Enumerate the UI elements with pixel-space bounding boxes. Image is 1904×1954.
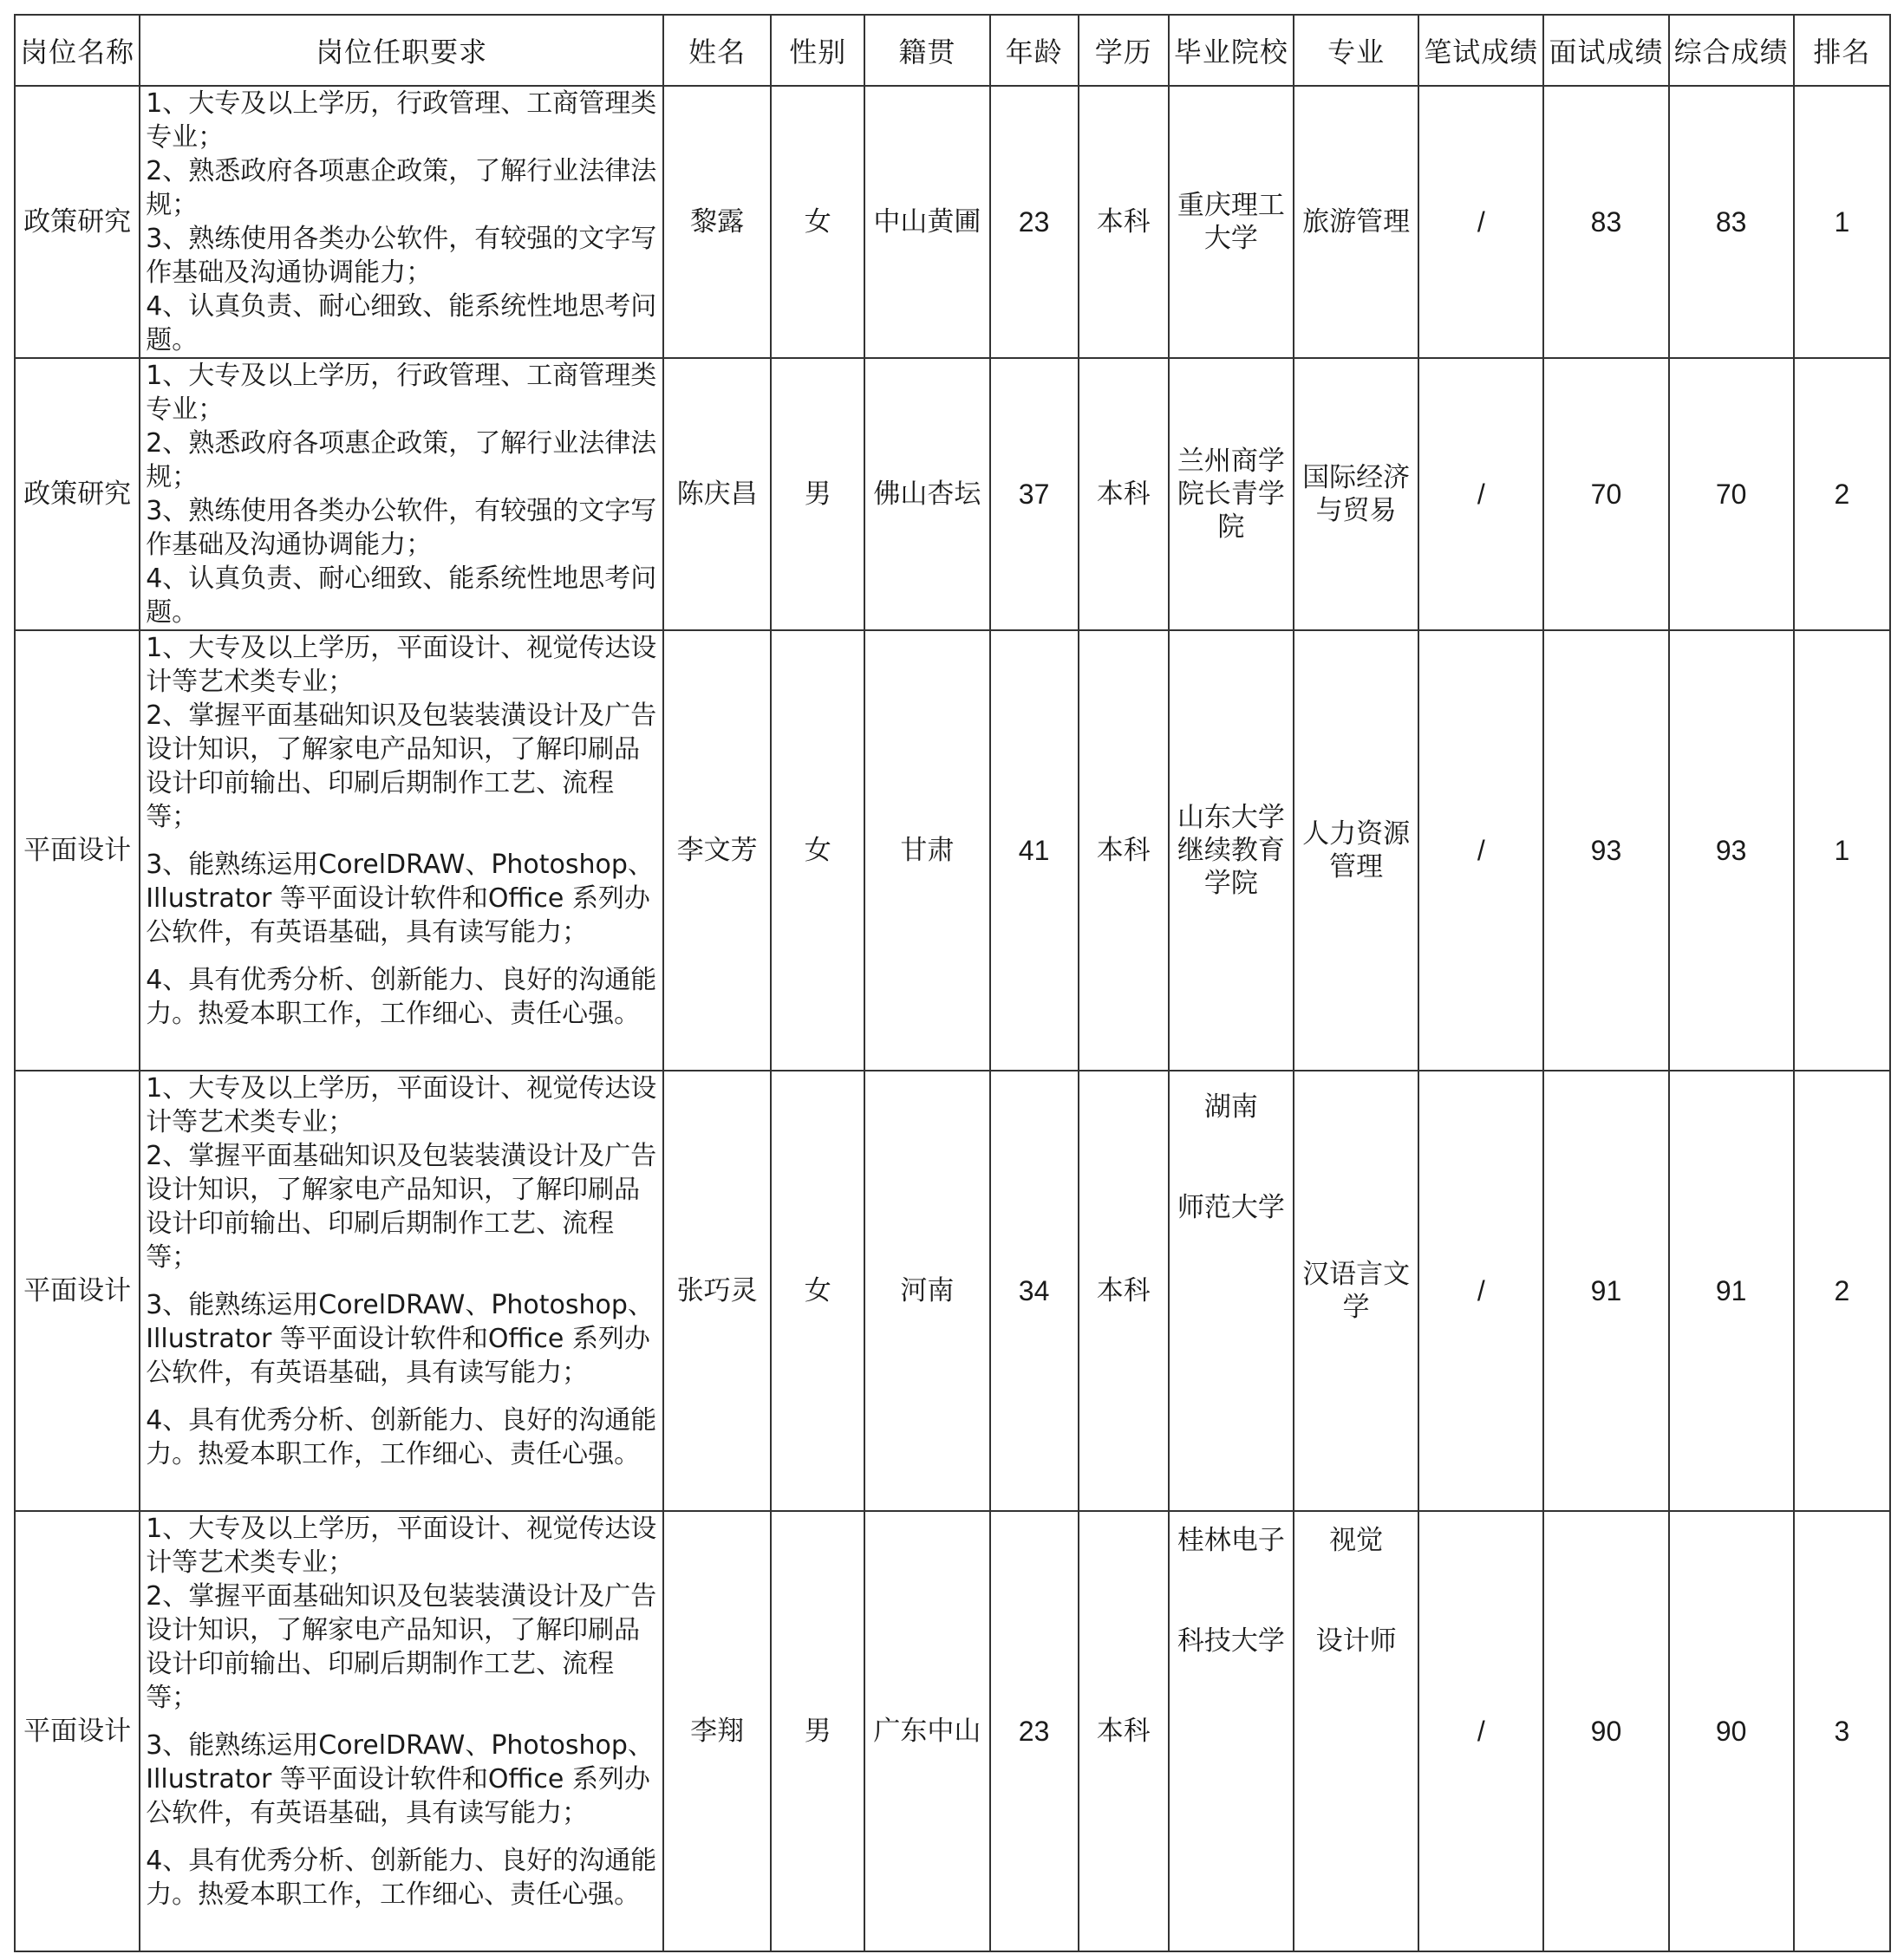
interview-score-cell: 83 [1543,86,1668,358]
header-age: 年龄 [990,15,1079,86]
requirement-item: 1、大专及以上学历，行政管理、工商管理类专业； [146,361,657,425]
origin-cell: 佛山杏坛 [864,358,989,630]
rank-cell: 1 [1794,86,1890,358]
requirements-cell [140,358,663,630]
table-row [15,1511,1890,1951]
gender-cell: 女 [771,1071,864,1511]
header-total-score: 综合成绩 [1669,15,1794,86]
position-cell: 政策研究 [15,86,140,358]
requirement-item: 3、能熟练运用CorelDRAW、Photoshop、Illustrator 等平面设计软件和Office 系列办公软件，有英语基础，具有读写能力； [146,850,654,948]
rank-cell: 3 [1794,1511,1890,1951]
age-cell: 41 [990,630,1079,1071]
position-cell: 平面设计 [15,1071,140,1511]
header-name: 姓名 [663,15,771,86]
major-cell: 人力资源管理 [1294,630,1418,1071]
requirement-item: 4、具有优秀分析、创新能力、良好的沟通能力。热爱本职工作，工作细心、责任心强。 [146,1405,657,1469]
header-requirements: 岗位任职要求 [140,15,663,86]
header-written-score: 笔试成绩 [1418,15,1543,86]
major-line: 设计师 [1315,1625,1397,1657]
gender-cell: 女 [771,630,864,1071]
written-score-cell: / [1418,358,1543,630]
origin-cell: 河南 [864,1071,989,1511]
total-score-cell: 90 [1669,1511,1794,1951]
age-cell: 23 [990,86,1079,358]
education-cell: 本科 [1079,630,1169,1071]
requirement-item: 4、认真负责、耐心细致、能系统性地思考问题。 [146,563,657,628]
written-score-cell: / [1418,1511,1543,1951]
major-cell: 国际经济与贸易 [1294,358,1418,630]
major-line: 视觉 [1329,1525,1384,1556]
requirement-item: 1、大专及以上学历，平面设计、视觉传达设计等艺术类专业； [146,1073,657,1137]
candidate-score-table [14,14,1891,1952]
requirement-item: 4、具有优秀分析、创新能力、良好的沟通能力。热爱本职工作，工作细心、责任心强。 [146,1846,657,1910]
requirement-item: 1、大专及以上学历，平面设计、视觉传达设计等艺术类专业； [146,633,657,697]
school-cell: 兰州商学院长青学院 [1169,358,1294,630]
table-row [15,1071,1890,1511]
rank-cell: 2 [1794,358,1890,630]
education-cell: 本科 [1079,1511,1169,1951]
written-score-cell: / [1418,86,1543,358]
requirement-item: 2、掌握平面基础知识及包装装潢设计及广告设计知识，了解家电产品知识，了解印刷品设计印前输出、印刷后期制作工艺、流程等； [146,700,657,832]
position-cell: 平面设计 [15,630,140,1071]
table-row [15,358,1890,630]
total-score-cell: 83 [1669,86,1794,358]
age-cell: 23 [990,1511,1079,1951]
name-cell: 陈庆昌 [663,358,771,630]
requirement-item: 3、熟练使用各类办公软件，有较强的文字写作基础及沟通协调能力； [146,496,657,560]
header-interview-score: 面试成绩 [1543,15,1668,86]
interview-score-cell: 70 [1543,358,1668,630]
major-cell: 汉语言文学 [1294,1071,1418,1511]
requirement-item: 2、掌握平面基础知识及包装装潢设计及广告设计知识，了解家电产品知识，了解印刷品设计印前输出、印刷后期制作工艺、流程等； [146,1581,657,1713]
requirement-item: 1、大专及以上学历，行政管理、工商管理类专业； [146,88,657,153]
age-cell: 34 [990,1071,1079,1511]
requirement-item: 4、具有优秀分析、创新能力、良好的沟通能力。热爱本职工作，工作细心、责任心强。 [146,965,657,1029]
education-cell: 本科 [1079,1071,1169,1511]
name-cell: 张巧灵 [663,1071,771,1511]
header-school: 毕业院校 [1169,15,1294,86]
school-cell [1169,1511,1294,1951]
requirement-item: 1、大专及以上学历，平面设计、视觉传达设计等艺术类专业； [146,1514,657,1578]
school-line: 科技大学 [1177,1625,1285,1657]
school-cell: 山东大学继续教育学院 [1169,630,1294,1071]
total-score-cell: 91 [1669,1071,1794,1511]
requirement-item: 2、熟悉政府各项惠企政策，了解行业法律法规； [146,428,657,492]
interview-score-cell: 90 [1543,1511,1668,1951]
requirement-item: 3、能熟练运用CorelDRAW、Photoshop、Illustrator 等平面设计软件和Office 系列办公软件，有英语基础，具有读写能力； [146,1290,654,1388]
age-cell: 37 [990,358,1079,630]
name-cell: 李翔 [663,1511,771,1951]
gender-cell: 女 [771,86,864,358]
school-line: 师范大学 [1177,1192,1285,1223]
requirement-item: 4、认真负责、耐心细致、能系统性地思考问题。 [146,291,657,355]
header-education: 学历 [1079,15,1169,86]
requirement-item: 2、掌握平面基础知识及包装装潢设计及广告设计知识，了解家电产品知识，了解印刷品设计印前输出、印刷后期制作工艺、流程等； [146,1141,657,1273]
major-cell: 旅游管理 [1294,86,1418,358]
requirements-cell [140,1071,663,1511]
origin-cell: 中山黄圃 [864,86,989,358]
header-origin: 籍贯 [864,15,989,86]
written-score-cell: / [1418,1071,1543,1511]
gender-cell: 男 [771,358,864,630]
rank-cell: 2 [1794,1071,1890,1511]
requirement-item: 2、熟悉政府各项惠企政策，了解行业法律法规； [146,156,657,220]
name-cell: 李文芳 [663,630,771,1071]
position-cell: 平面设计 [15,1511,140,1951]
position-cell: 政策研究 [15,358,140,630]
school-cell: 重庆理工大学 [1169,86,1294,358]
school-line: 桂林电子 [1177,1525,1285,1556]
written-score-cell: / [1418,630,1543,1071]
requirements-cell [140,86,663,358]
table-row [15,630,1890,1071]
header-position: 岗位名称 [15,15,140,86]
interview-score-cell: 91 [1543,1071,1668,1511]
header-row [15,15,1890,86]
header-rank: 排名 [1794,15,1890,86]
education-cell: 本科 [1079,86,1169,358]
origin-cell: 广东中山 [864,1511,989,1951]
requirements-cell [140,1511,663,1951]
total-score-cell: 70 [1669,358,1794,630]
education-cell: 本科 [1079,358,1169,630]
school-cell [1169,1071,1294,1511]
interview-score-cell: 93 [1543,630,1668,1071]
header-major: 专业 [1294,15,1418,86]
origin-cell: 甘肃 [864,630,989,1071]
table-row [15,86,1890,358]
rank-cell: 1 [1794,630,1890,1071]
requirement-item: 3、能熟练运用CorelDRAW、Photoshop、Illustrator 等平面设计软件和Office 系列办公软件，有英语基础，具有读写能力； [146,1730,654,1828]
total-score-cell: 93 [1669,630,1794,1071]
name-cell: 黎露 [663,86,771,358]
gender-cell: 男 [771,1511,864,1951]
header-gender: 性别 [771,15,864,86]
major-cell [1294,1511,1418,1951]
requirement-item: 3、熟练使用各类办公软件，有较强的文字写作基础及沟通协调能力； [146,224,657,288]
school-line: 湖南 [1203,1091,1258,1123]
requirements-cell [140,630,663,1071]
